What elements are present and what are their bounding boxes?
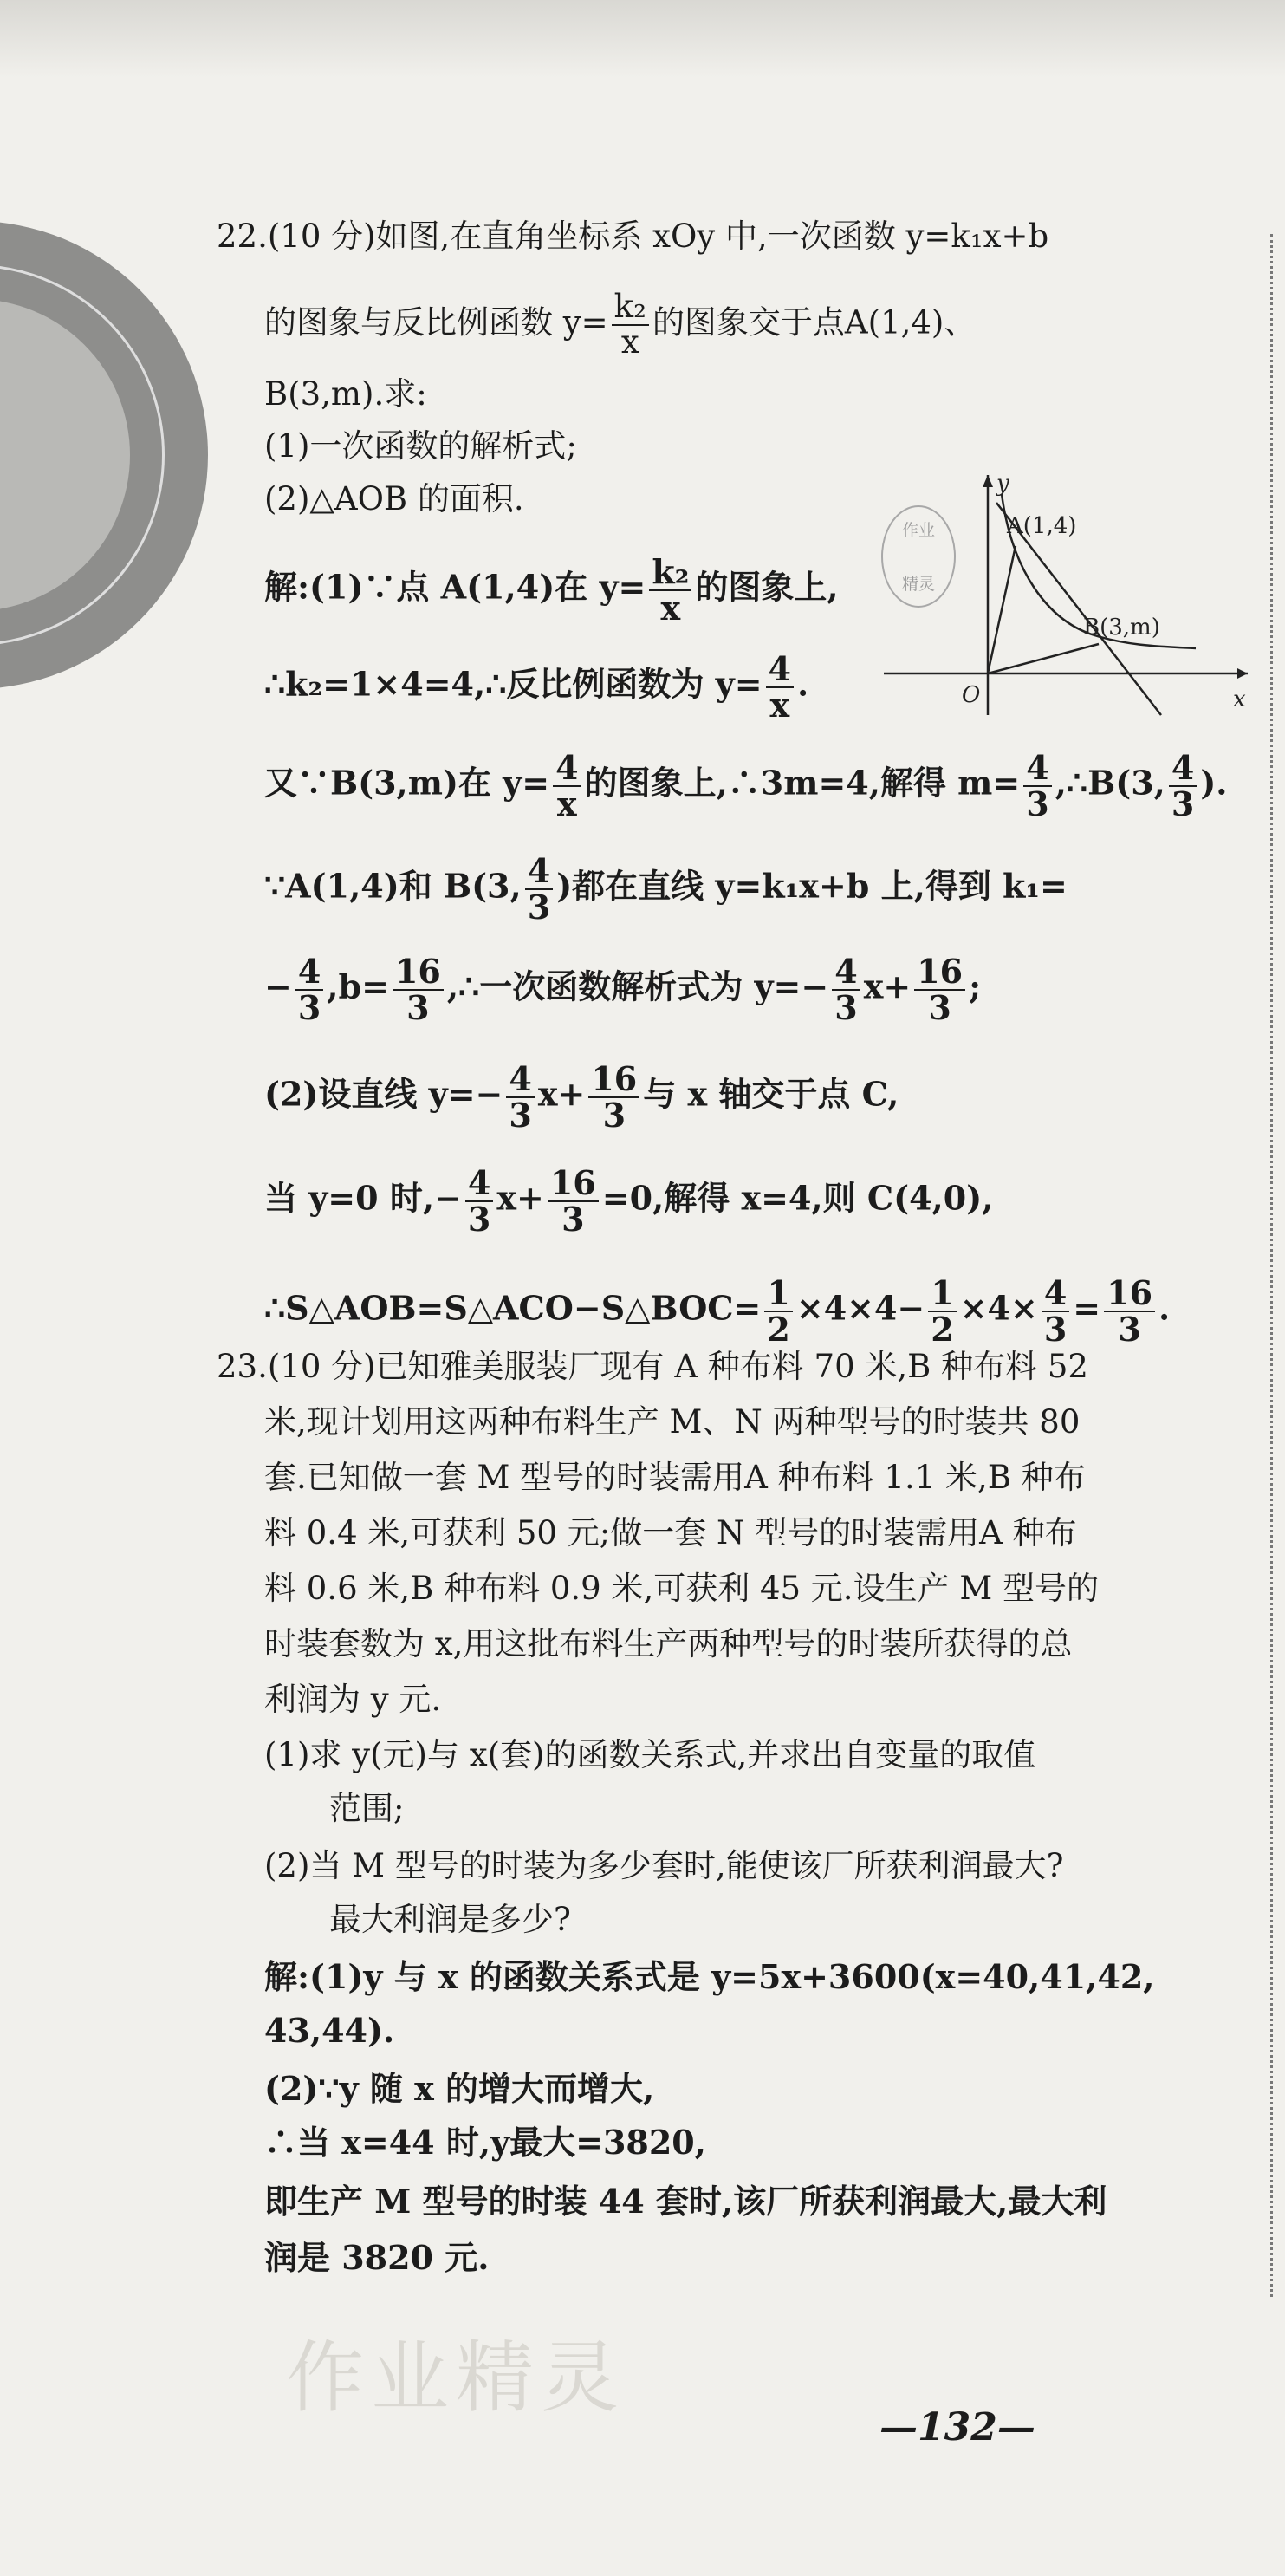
q23-part1: (1)求 y(元)与 x(套)的函数关系式,并求出自变量的取值 <box>264 1736 1036 1773</box>
q22-line1: 22.(10 分)如图,在直角坐标系 xOy 中,一次函数 y=k₁x+b <box>217 218 1049 255</box>
y-axis-arrow <box>983 475 993 487</box>
seal-stamp <box>882 506 955 607</box>
q23-line2: 米,现计划用这两种布料生产 M、N 两种型号的时装共 80 <box>264 1403 1081 1441</box>
q22-sol-line1: 解:(1)∵点 A(1,4)在 y= $\frac{\text{k₂}}{x}$ 的图象上, <box>264 552 839 628</box>
q22-line2: 的图象与反比例函数 y= $\frac{\text{k₂}}{x}$ 的图象交于点A(1,4)、 <box>264 288 977 361</box>
q23-sol-line6: 润是 3820 元. <box>264 2238 490 2277</box>
origin-label: O <box>962 682 981 708</box>
q22-sol-line7: 当 y=0 时,− $\frac{4}{3}$ x+ $\frac{16}{3}$ =0,解得 x=4,则 C(4,0), <box>264 1163 994 1239</box>
q22-sol-line5: − $\frac{4}{3}$ ,b= $\frac{16}{3}$ ,∴一次函数解析式为 y=− $\frac{4}{3}$ x+ $\frac{16}{3}$ ; <box>264 952 982 1027</box>
watermark: 作业精灵 <box>286 2332 626 2423</box>
q23-line5: 料 0.6 米,B 种布料 0.9 米,可获利 45 元.设生产 M 型号的 <box>264 1570 1099 1607</box>
q22-sol-line2: ∴k₂=1×4=4,∴反比例函数为 y= $\frac{4}{x}$ . <box>264 649 809 725</box>
page-number: —132— <box>879 2405 1035 2449</box>
scan-shadow <box>0 0 1285 78</box>
q22-line3: B(3,m).求: <box>264 375 427 413</box>
seal-line2: 精灵 <box>901 575 936 594</box>
q22-part1: (1)一次函数的解析式; <box>264 427 577 465</box>
q22-sol-line4: ∵A(1,4)和 B(3, $\frac{4}{3}$ )都在直线 y=k₁x+b 上,得到 k₁= <box>264 851 1068 927</box>
q23-part2: (2)当 M 型号的时装为多少套时,能使该厂所获利润最大? <box>264 1847 1064 1884</box>
coordinate-graph <box>875 468 1256 719</box>
margin-rule <box>1270 234 1273 2297</box>
q23-sol-line4: ∴当 x=44 时,y最大=3820, <box>264 2123 706 2162</box>
x-axis-arrow <box>1237 668 1248 679</box>
q23-line4: 料 0.4 米,可获利 50 元;做一套 N 型号的时装需用A 种布 <box>264 1514 1077 1551</box>
q23-sol-line1: 解:(1)y 与 x 的函数关系式是 y=5x+3600(x=40,41,42, <box>264 1957 1155 1996</box>
segment-ob <box>988 644 1099 673</box>
seal-line1: 作业 <box>901 521 936 540</box>
q22-part2: (2)△AOB 的面积. <box>264 480 524 517</box>
x-axis-label: x <box>1233 686 1246 712</box>
q22-sol-line6: (2)设直线 y=− $\frac{4}{3}$ x+ $\frac{16}{3}$ 与 x 轴交于点 C, <box>264 1059 899 1135</box>
q23-sol-line3: (2)∵y 随 x 的增大而增大, <box>264 2069 655 2108</box>
segment-oa <box>988 546 1016 673</box>
q23-line6: 时装套数为 x,用这批布料生产两种型号的时装所获得的总 <box>264 1625 1073 1662</box>
point-b-label: B(3,m) <box>1083 615 1160 641</box>
q23-part2-cont: 最大利润是多少? <box>329 1901 571 1938</box>
q23-sol-line2: 43,44). <box>264 2011 395 2050</box>
y-axis-label: y <box>996 471 1009 497</box>
q23-part1-cont: 范围; <box>329 1790 405 1827</box>
point-a-label: A(1,4) <box>1007 513 1077 539</box>
q23-sol-line5: 即生产 M 型号的时装 44 套时,该厂所获利润最大,最大利 <box>264 2182 1107 2221</box>
q22-sol-line3: 又∵B(3,m)在 y= $\frac{4}{x}$ 的图象上,∴3m=4,解得 m= $\frac{4}{3}$ ,∴B(3, $\frac{4}{3}$ ). <box>264 748 1228 823</box>
q23-line7: 利润为 y 元. <box>264 1681 442 1718</box>
q23-line1: 23.(10 分)已知雅美服装厂现有 A 种布料 70 米,B 种布料 52 <box>217 1348 1088 1385</box>
q23-line3: 套.已知做一套 M 型号的时装需用A 种布料 1.1 米,B 种布 <box>264 1459 1086 1496</box>
q22-sol-line8: ∴S△AOB=S△ACO−S△BOC= $\frac{1}{2}$ ×4×4− $\frac{1}{2}$ ×4× $\frac{4}{3}$ = $\frac{16}{3}$ . <box>264 1273 1171 1349</box>
